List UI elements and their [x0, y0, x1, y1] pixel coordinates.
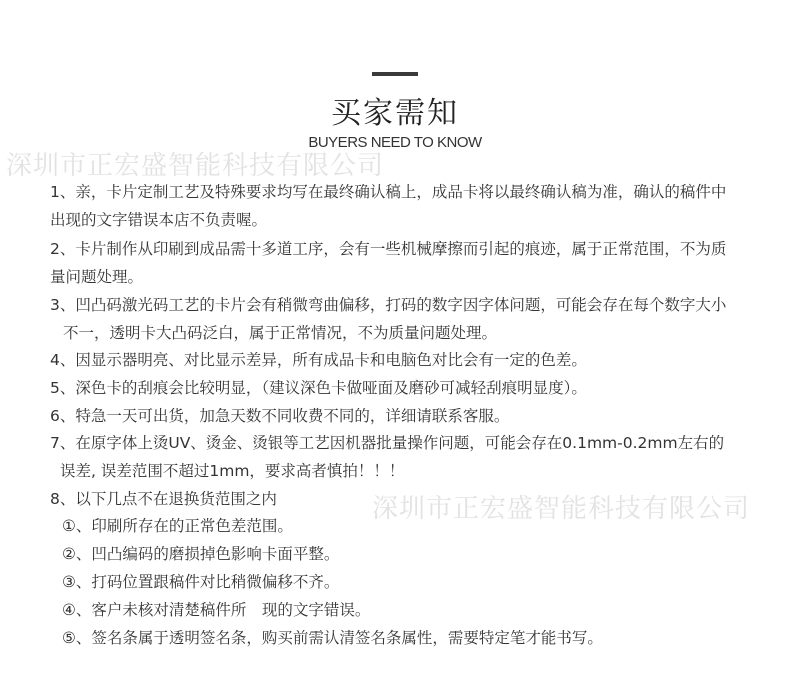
notice-item-8: 8、以下几点不在退换货范围之内 — [50, 490, 277, 508]
page-subtitle: BUYERS NEED TO KNOW — [308, 134, 482, 151]
sub-item-2: ②、凹凸编码的磨损掉色影响卡面平整。 — [62, 545, 340, 563]
notice-item-5: 5、深色卡的刮痕会比较明显，（建议深色卡做哑面及磨砂可减轻刮痕明显度）。 — [50, 379, 587, 397]
notice-item-7-cont: 误差, 误差范围不超过1mm，要求高者慎拍！！！ — [60, 462, 405, 480]
notice-item-3-cont: 不一，透明卡大凸码泛白，属于正常情况，不为质量问题处理。 — [63, 324, 498, 342]
title-decoration-bar — [372, 72, 418, 76]
sub-item-4: ④、客户未核对清楚稿件所 现的文字错误。 — [62, 601, 371, 619]
sub-item-3: ③、打码位置跟稿件对比稍微偏移不齐。 — [62, 573, 340, 591]
notice-item-7: 7、在原字体上烫UV、烫金、烫银等工艺因机器批量操作问题，可能会存在0.1mm-0.2mm左右的 — [50, 434, 725, 452]
notice-item-4: 4、因显示器明亮、对比显示差异，所有成品卡和电脑色对比会有一定的色差。 — [50, 351, 587, 369]
notice-item-2: 2、卡片制作从印刷到成品需十多道工序，会有一些机械摩擦而引起的痕迹，属于正常范围，不为质 — [50, 240, 727, 258]
sub-item-5: ⑤、签名条属于透明签名条，购买前需认清签名条属性，需要特定笔才能书写。 — [62, 629, 603, 647]
notice-item-1-cont: 出现的文字错误本店不负责喔。 — [50, 211, 268, 229]
notice-item-2-cont: 量问题处理。 — [50, 268, 144, 286]
watermark: 深圳市正宏盛智能科技有限公司 — [6, 151, 385, 181]
notice-item-3: 3、凹凸码激光码工艺的卡片会有稍微弯曲偏移，打码的数字因字体问题，可能会存在每个数字大小 — [50, 296, 727, 314]
watermark: 深圳市正宏盛智能科技有限公司 — [372, 494, 751, 524]
page-title: 买家需知 — [331, 96, 459, 131]
notice-item-6: 6、特急一天可出货，加急天数不同收费不同的，详细请联系客服。 — [50, 407, 510, 425]
sub-item-1: ①、印刷所存在的正常色差范围。 — [62, 517, 293, 535]
notice-item-1: 1、亲，卡片定制工艺及特殊要求均写在最终确认稿上，成品卡将以最终确认稿为准，确认的稿件中 — [50, 183, 727, 201]
